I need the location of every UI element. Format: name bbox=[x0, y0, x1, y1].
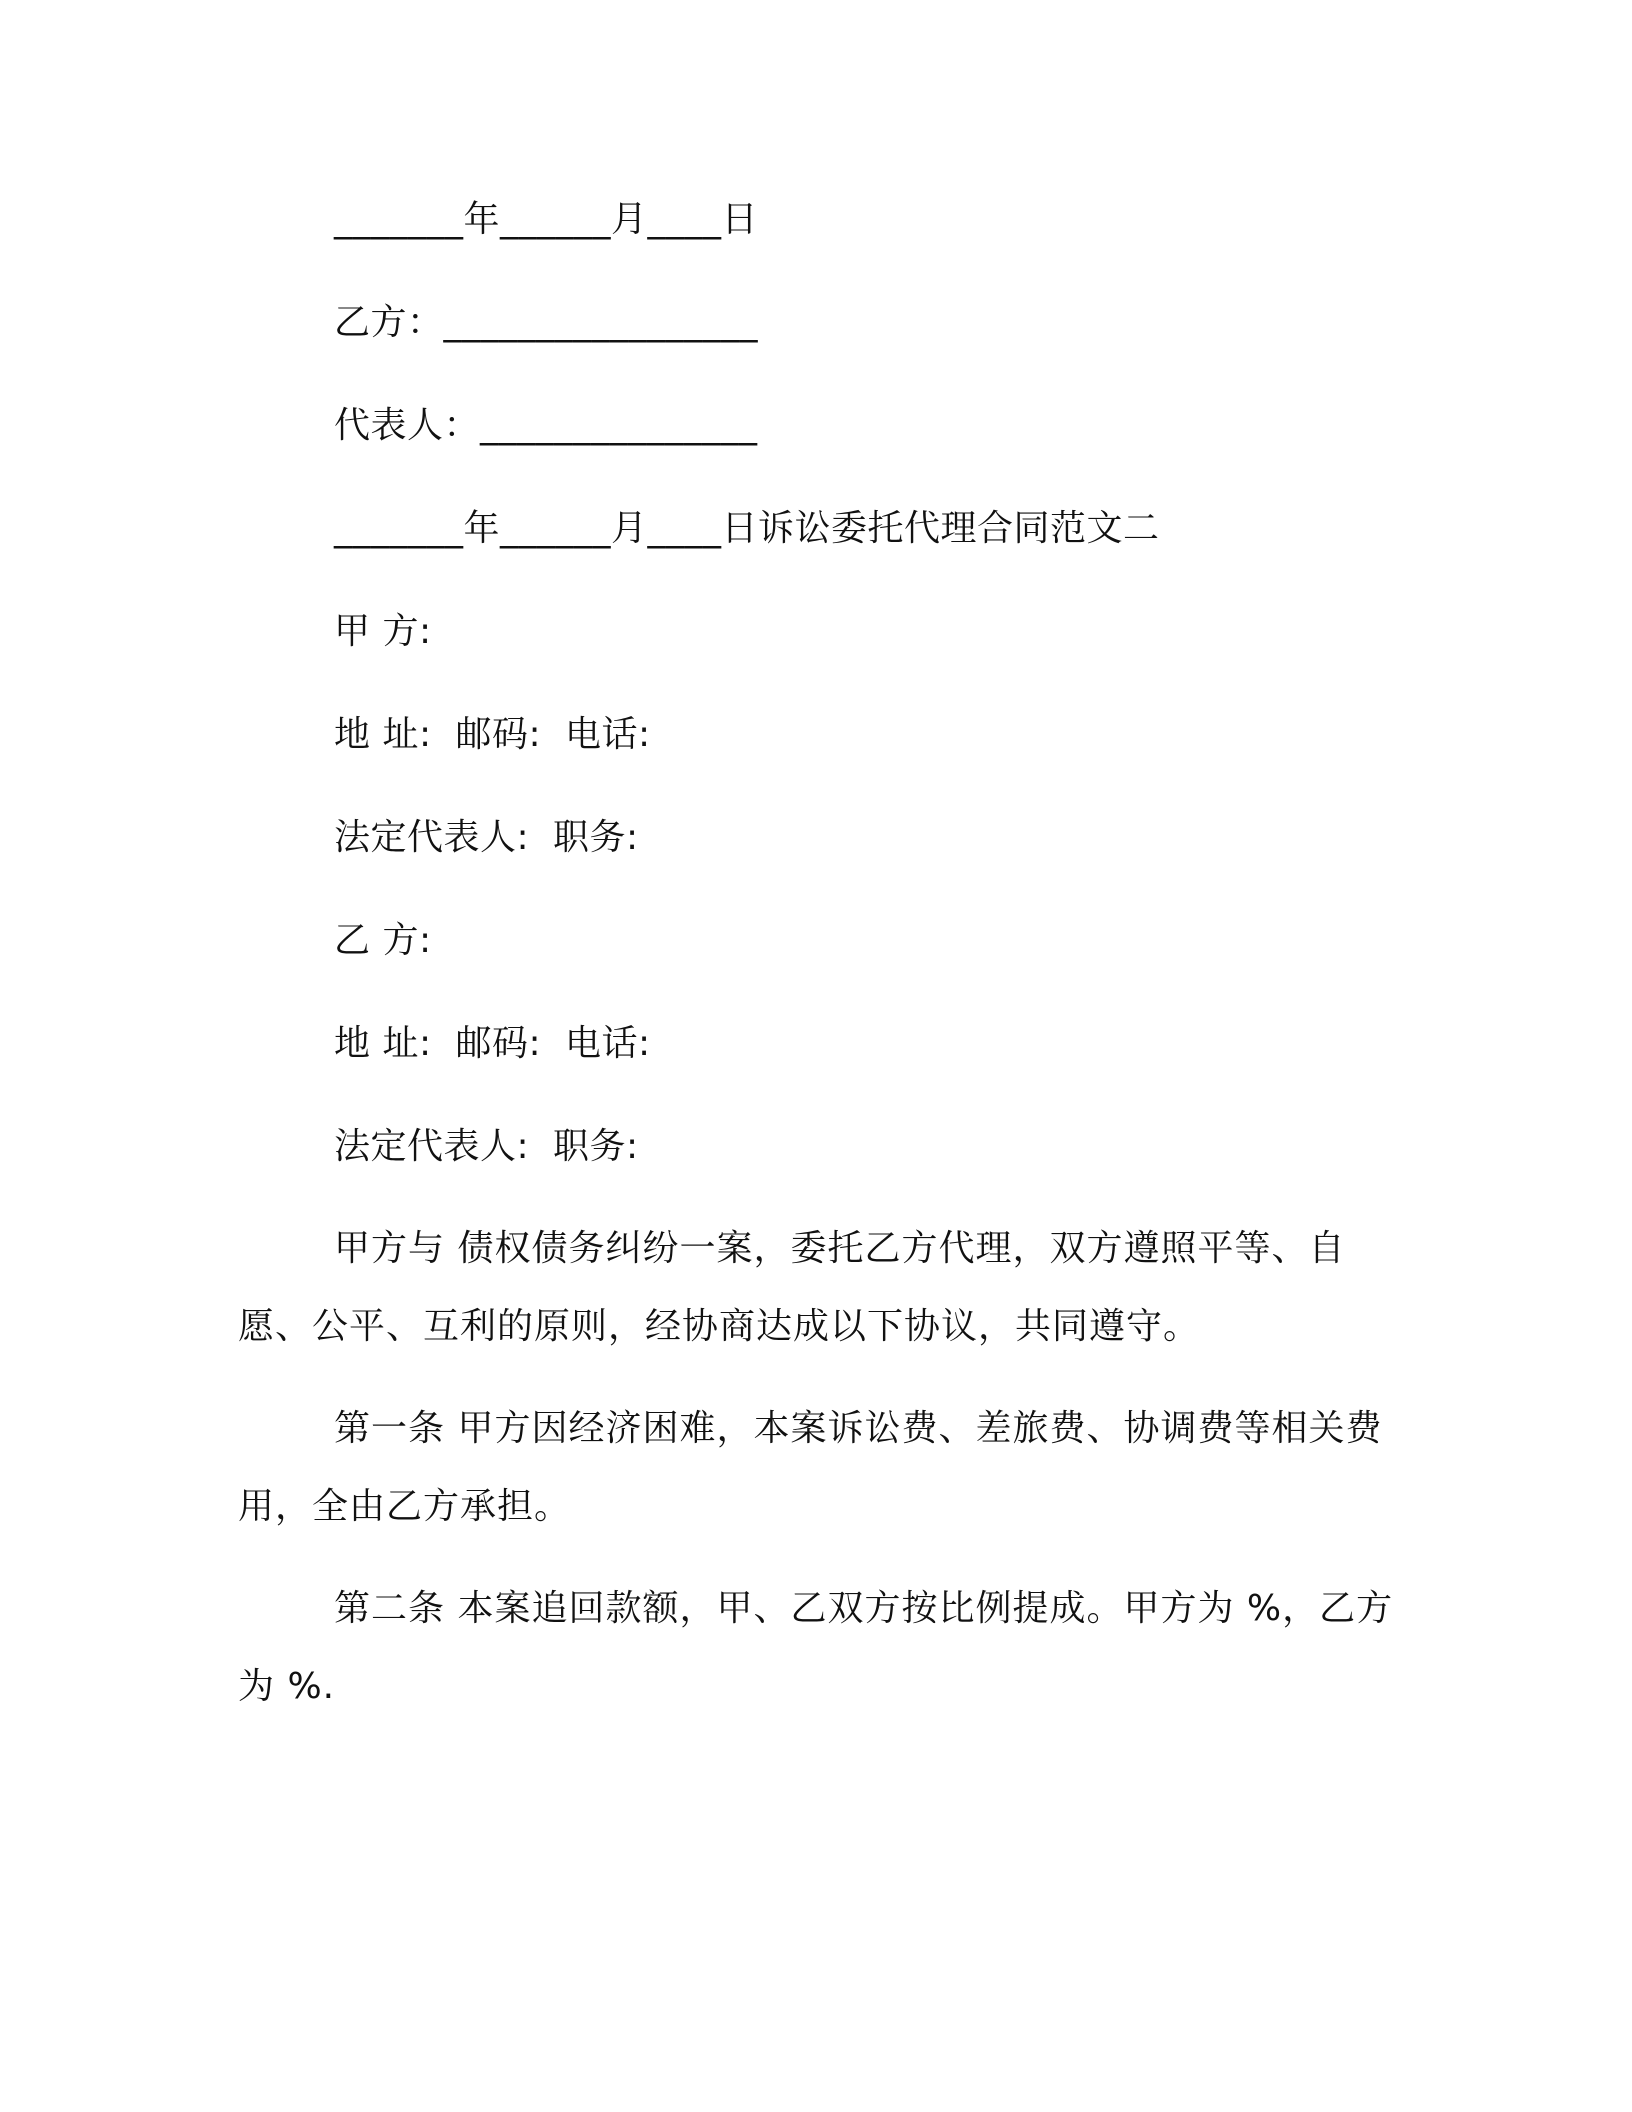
date-line-1: _______年______月____日 bbox=[334, 199, 758, 240]
party-b-address-line: 地 址: 邮码: 电话: bbox=[334, 1023, 651, 1064]
paragraph-article-1: 第一条 甲方因经济困难，本案诉讼费、差旅费、协调费等相关费用，全由乙方承担。 bbox=[238, 1408, 1383, 1527]
date-title-line: _______年______月____日诉讼委托代理合同范文二 bbox=[334, 508, 1160, 549]
party-b-legal-rep-line: 法定代表人: 职务: bbox=[334, 1126, 639, 1167]
party-a-label: 甲 方: bbox=[334, 611, 432, 652]
party-a-address-line: 地 址: 邮码: 电话: bbox=[334, 714, 651, 755]
party-a-legal-rep-line: 法定代表人: 职务: bbox=[334, 817, 639, 858]
paragraph-intro: 甲方与 债权债务纠纷一案，委托乙方代理，双方遵照平等、自愿、公平、互利的原则，经协商达成以下协议，共同遵守。 bbox=[238, 1228, 1346, 1347]
representative-line: 代表人：_______________ bbox=[334, 405, 758, 446]
party-b-line: 乙方：_________________ bbox=[334, 302, 759, 343]
party-b-label: 乙 方: bbox=[334, 920, 432, 961]
paragraph-article-2: 第二条 本案追回款额，甲、乙双方按比例提成。甲方为 %，乙方为 %. bbox=[238, 1588, 1394, 1707]
